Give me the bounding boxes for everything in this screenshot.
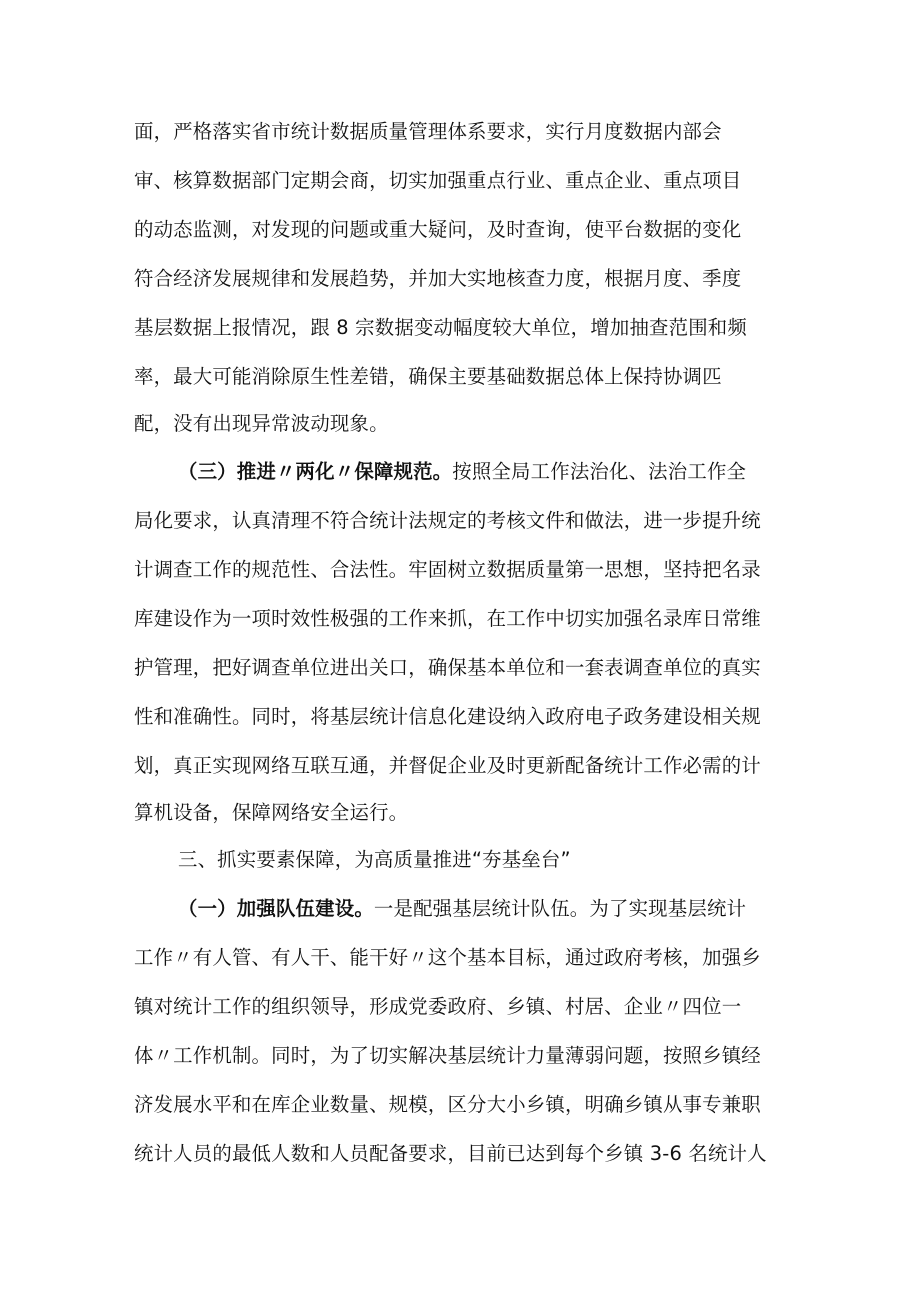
body-text-line: 算机设备，保障网络安全运行。 <box>134 801 409 824</box>
paragraph-first-line <box>178 893 746 925</box>
body-text-line: 划，真正实现网络互联互通，并督促企业及时更新配备统计工作必需的计 <box>134 754 761 777</box>
body-text-line: 统计人员的最低人数和人员配备要求，目前已达到每个乡镇 3-6 名统计人 <box>134 1142 767 1165</box>
body-text-line: 库建设作为一项时效性极强的工作来抓，在工作中切实加强名录库日常维 <box>134 607 761 630</box>
body-text-run: 按照全局工作法治化、法治工作全 <box>452 460 747 483</box>
section-title: 三、抓实要素保障，为高质量推进“夯基垒台” <box>178 848 571 871</box>
body-text-line: 审、核算数据部门定期会商，切实加强重点行业、重点企业、重点项目 <box>134 169 742 192</box>
body-text-line: 镇对统计工作的组织领导，形成党委政府、乡镇、村居、企业〃四位一 <box>134 995 742 1018</box>
body-text-line: 的动态监测，对发现的问题或重大疑问，及时查询，使平台数据的变化 <box>134 218 742 241</box>
body-text-line: 符合经济发展规律和发展趋势，并加大实地核查力度，根据月度、季度 <box>134 267 742 290</box>
body-text-line: 工作〃有人管、有人干、能干好〃这个基本目标，通过政府考核，加强乡 <box>134 946 761 969</box>
body-text-run: 一是配强基层统计队伍。为了实现基层统计 <box>373 897 747 920</box>
section-heading: （一）加强队伍建设。 <box>178 897 374 920</box>
body-text-line: 性和准确性。同时，将基层统计信息化建设纳入政府电子政务建设相关规 <box>134 705 761 728</box>
body-text-line: 率，最大可能消除原生性差错，确保主要基础数据总体上保持协调匹 <box>134 365 722 388</box>
section-heading: （三）推进〃两化〃保障规范。 <box>178 460 453 483</box>
paragraph-first-line <box>178 456 746 488</box>
body-text-line: 基层数据上报情况，跟 8 宗数据变动幅度较大单位，增加抽查范围和频 <box>134 316 747 339</box>
body-text-line: 济发展水平和在库企业数量、规模，区分大小乡镇，明确乡镇从事专兼职 <box>134 1093 761 1116</box>
body-text-line: 计调查工作的规范性、合法性。牢固树立数据质量第一思想，坚持把名录 <box>134 558 761 581</box>
body-text-line: 体〃工作机制。同时，为了切实解决基层统计力量薄弱问题，按照乡镇经 <box>134 1044 761 1067</box>
body-text-line: 护管理，把好调查单位进出关口，确保基本单位和一套表调查单位的真实 <box>134 656 761 679</box>
body-text-line: 局化要求，认真清理不符合统计法规定的考核文件和做法，进一步提升统 <box>134 509 761 532</box>
body-text-line: 配，没有出现异常波动现象。 <box>134 412 389 435</box>
body-text-line: 面，严格落实省市统计数据质量管理体系要求，实行月度数据内部会 <box>134 120 722 143</box>
